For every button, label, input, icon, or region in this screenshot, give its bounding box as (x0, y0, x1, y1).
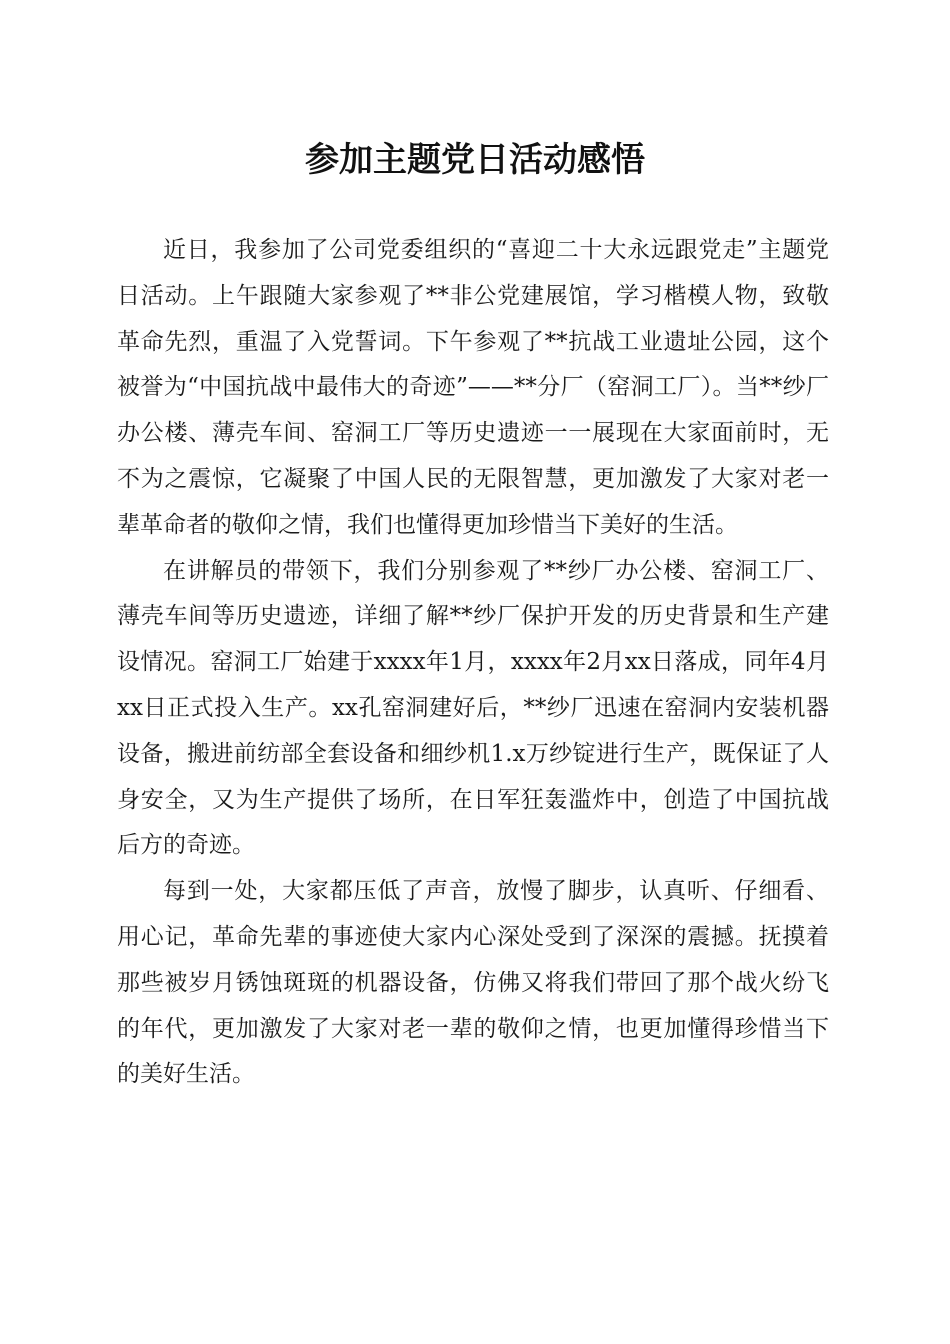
document-title: 参加主题党日活动感悟 (305, 140, 645, 180)
paragraph-3: 每到一处，大家都压低了声音，放慢了脚步，认真听、仔细看、用心记，革命先辈的事迹使大家内心深处受到了深深的震撼。抚摸着那些被岁月锈蚀斑斑的机器设备，仿佛又将我们带回了那个战火纷飞的年代，更加激发了大家对老一辈的敬仰之情，也更加懂得珍惜当下的美好生活。 (117, 878, 829, 1088)
paragraph-2: 在讲解员的带领下，我们分别参观了**纱厂办公楼、窑洞工厂、薄壳车间等历史遗迹，详细了解**纱厂保护开发的历史背景和生产建设情况。窑洞工厂始建于xxxx年1月，xxxx年2月xx日落成，同年4月xx日正式投入生产。xx孔窑洞建好后，**纱厂迅速在窑洞内安装机器设备，搬进前纺部全套设备和细纱机1.x万纱锭进行生产，既保证了人身安全，又为生产提供了场所，在日军狂轰滥炸中，创造了中国抗战后方的奇迹。 (117, 557, 829, 859)
document-body (117, 228, 829, 1098)
paragraph-1: 近日，我参加了公司党委组织的“喜迎二十大永远跟党走”主题党日活动。上午跟随大家参观了**非公党建展馆，学习楷模人物，致敬革命先烈，重温了入党誓词。下午参观了**抗战工业遗址公园，这个被誉为“中国抗战中最伟大的奇迹”——**分厂（窑洞工厂）。当**纱厂办公楼、薄壳车间、窑洞工厂等历史遗迹一一展现在大家面前时，无不为之震惊，它凝聚了中国人民的无限智慧，更加激发了大家对老一辈革命者的敬仰之情，我们也懂得更加珍惜当下美好的生活。 (117, 237, 829, 538)
